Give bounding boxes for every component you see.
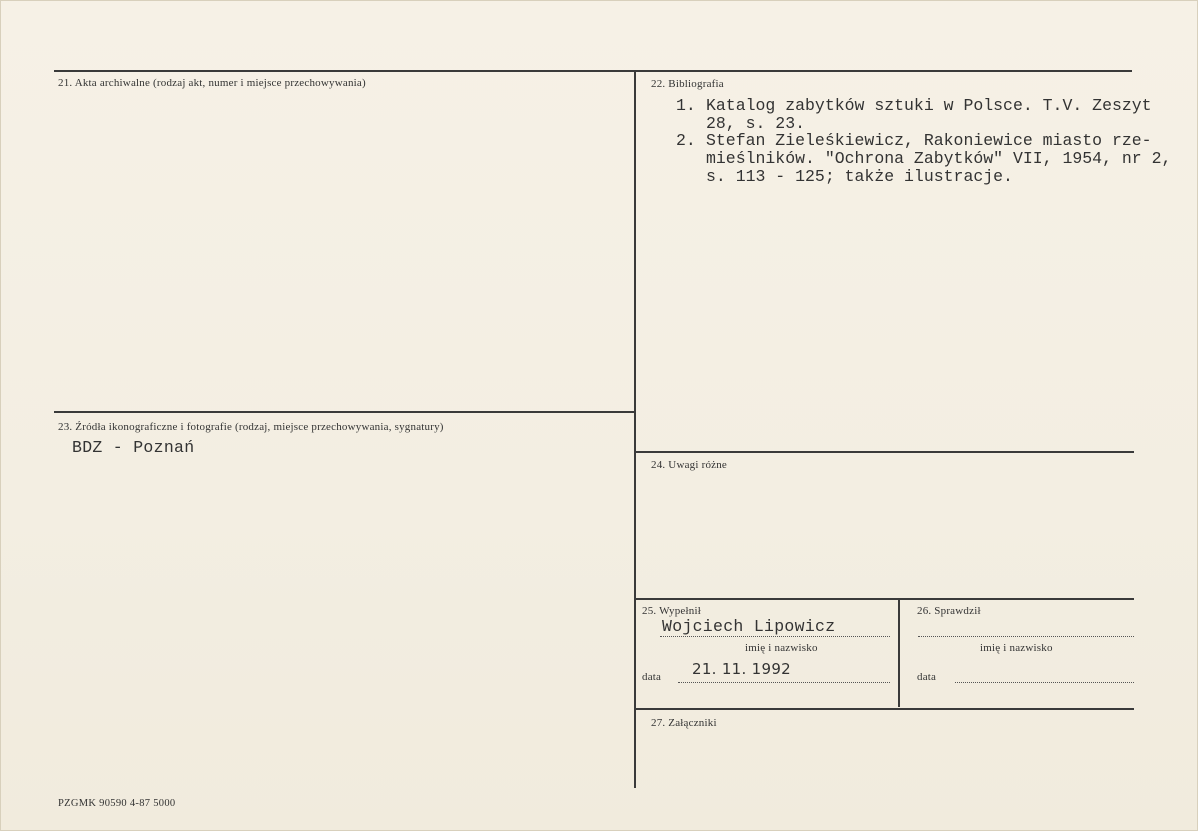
filled-by-date-line xyxy=(678,682,890,683)
filled-by-date: 21. 11. 1992 xyxy=(692,660,792,678)
field-26-label: 26. Sprawdził xyxy=(917,605,981,617)
field-25-label: 25. Wypełnił xyxy=(642,605,701,617)
center-divider xyxy=(634,72,636,788)
divider-25-26 xyxy=(898,600,900,707)
filled-by-name-caption: imię i nazwisko xyxy=(745,642,818,654)
checked-by-name-line xyxy=(918,636,1134,637)
bibliography-text: Stefan Zieleśkiewicz, Rakoniewice miasto rze-mieślników. "Ochrona Zabytków" VII, 1954, nr 2, s. 113 - 125; także ilustracje. xyxy=(706,131,1172,186)
checked-by-name-caption: imię i nazwisko xyxy=(980,642,1053,654)
divider-24-25 xyxy=(636,598,1134,600)
sources-value: BDZ - Poznań xyxy=(72,438,195,457)
field-27-label: 27. Załączniki xyxy=(651,717,717,729)
bibliography-number: 2. xyxy=(676,131,696,150)
field-24-label: 24. Uwagi różne xyxy=(651,459,728,471)
divider-25-27 xyxy=(636,708,1134,710)
divider-21-23 xyxy=(54,411,634,413)
checked-by-date-line xyxy=(955,682,1134,683)
checked-by-date-label: data xyxy=(917,671,937,683)
field-23-label: 23. Źródła ikonograficzne i fotografie (rodzaj, miejsce przechowywania, sygnatury) xyxy=(58,421,444,433)
field-21-label: 21. Akta archiwalne (rodzaj akt, numer i miejsce przechowywania) xyxy=(58,77,366,89)
top-rule xyxy=(54,70,1132,72)
print-code: PZGMK 90590 4-87 5000 xyxy=(58,798,176,809)
filled-by-date-label: data xyxy=(642,671,662,683)
bibliography-text: Katalog zabytków sztuki w Polsce. T.V. Zeszyt 28, s. 23. xyxy=(706,96,1152,133)
filled-by-name: Wojciech Lipowicz xyxy=(662,617,836,636)
divider-22-24 xyxy=(636,451,1134,453)
bibliography-number: 1. xyxy=(676,96,696,115)
filled-by-name-line xyxy=(660,636,890,637)
field-22-label: 22. Bibliografia xyxy=(651,78,724,90)
